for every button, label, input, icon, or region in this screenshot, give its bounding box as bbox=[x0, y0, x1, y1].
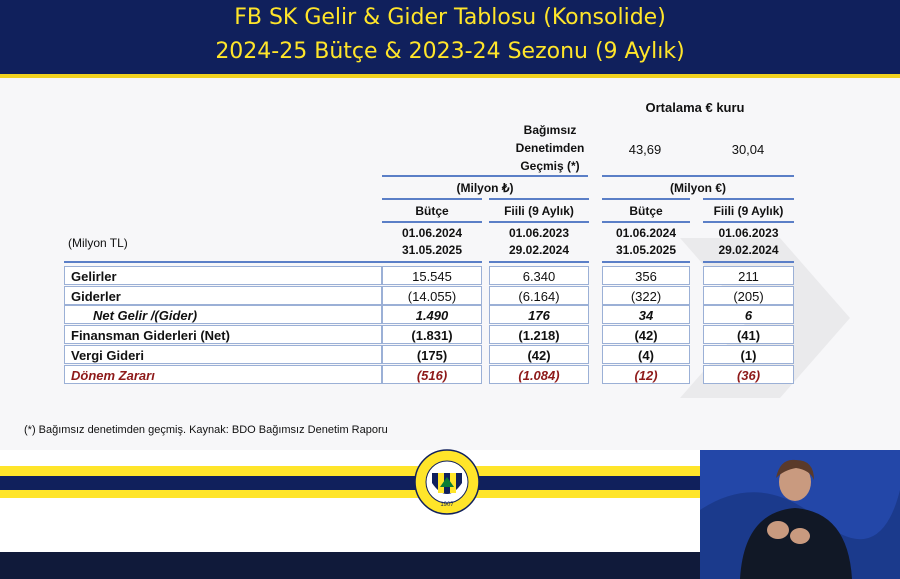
col-type-1: Bütçe bbox=[415, 204, 449, 218]
row-label: Dönem Zararı bbox=[64, 365, 382, 384]
table-cell: (36) bbox=[703, 365, 794, 384]
group-line-tl bbox=[382, 175, 588, 177]
sign-language-interpreter-video bbox=[700, 450, 900, 579]
audited-note bbox=[500, 121, 600, 175]
unit-eur-header: (Milyon €) bbox=[670, 181, 726, 195]
table-cell: (6.164) bbox=[489, 286, 589, 305]
col-line-7 bbox=[602, 221, 690, 223]
table-cell: 1.490 bbox=[382, 305, 482, 324]
col-line-12 bbox=[703, 261, 794, 263]
col-end-2: 29.02.2024 bbox=[508, 243, 570, 257]
title-line-2: 2024-25 Bütçe & 2023-24 Sezonu (9 Aylık) bbox=[215, 39, 685, 64]
col-line-2 bbox=[489, 198, 589, 200]
audited-note-line-1: Bağımsız bbox=[523, 123, 577, 137]
table-cell: (12) bbox=[602, 365, 690, 384]
table-cell: (175) bbox=[382, 345, 482, 364]
col-start-4: 01.06.2023 bbox=[718, 226, 779, 240]
audited-note-line-2: Denetimden bbox=[515, 141, 585, 155]
col-line-3 bbox=[602, 198, 690, 200]
logo-year: 1907 bbox=[440, 502, 454, 508]
rate-value-budget: 43,69 bbox=[628, 142, 662, 157]
table-cell: (42) bbox=[602, 325, 690, 344]
interpreter-figure-icon bbox=[700, 450, 900, 579]
col-type-2: Fiili (9 Aylık) bbox=[504, 204, 574, 218]
unit-tl-header: (Milyon ₺) bbox=[456, 181, 514, 195]
table-cell: (14.055) bbox=[382, 286, 482, 305]
fenerbahce-logo-icon bbox=[414, 449, 480, 515]
col-line-6 bbox=[489, 221, 589, 223]
row-label: Finansman Giderleri (Net) bbox=[64, 325, 382, 344]
label-line bbox=[64, 261, 382, 263]
table-cell: 176 bbox=[489, 305, 589, 324]
units-label: (Milyon TL) bbox=[68, 236, 128, 250]
table-cell: 6 bbox=[703, 305, 794, 324]
title-line-1: FB SK Gelir & Gider Tablosu (Konsolide) bbox=[234, 5, 666, 30]
row-label: Vergi Gideri bbox=[64, 345, 382, 364]
col-end-3: 31.05.2025 bbox=[615, 243, 677, 257]
table-cell: (1) bbox=[703, 345, 794, 364]
table-cell: (42) bbox=[489, 345, 589, 364]
table-cell: 356 bbox=[602, 266, 690, 285]
table-cell: 211 bbox=[703, 266, 794, 285]
table-cell: 15.545 bbox=[382, 266, 482, 285]
col-end-1: 31.05.2025 bbox=[401, 243, 463, 257]
col-line-1 bbox=[382, 198, 482, 200]
avg-rate-heading: Ortalama € kuru bbox=[645, 100, 745, 115]
table-cell: (41) bbox=[703, 325, 794, 344]
table-cell: (205) bbox=[703, 286, 794, 305]
footnote: (*) Bağımsız denetimden geçmiş. Kaynak: BDO Bağımsız Denetim Raporu bbox=[24, 424, 388, 436]
col-line-5 bbox=[382, 221, 482, 223]
title-banner bbox=[0, 0, 900, 74]
table-cell: 34 bbox=[602, 305, 690, 324]
group-line-eur bbox=[602, 175, 794, 177]
col-start-2: 01.06.2023 bbox=[508, 226, 570, 240]
row-label: Giderler bbox=[64, 286, 382, 305]
col-line-8 bbox=[703, 221, 794, 223]
table-cell: (516) bbox=[382, 365, 482, 384]
table-cell: (1.831) bbox=[382, 325, 482, 344]
row-label: Net Gelir /(Gider) bbox=[64, 305, 382, 324]
table-cell: 6.340 bbox=[489, 266, 589, 285]
table-cell: (1.218) bbox=[489, 325, 589, 344]
col-start-3: 01.06.2024 bbox=[615, 226, 677, 240]
rate-value-actual: 30,04 bbox=[731, 142, 765, 157]
table-cell: (4) bbox=[602, 345, 690, 364]
table-cell: (322) bbox=[602, 286, 690, 305]
col-line-4 bbox=[703, 198, 794, 200]
audited-note-line-3: Geçmiş (*) bbox=[520, 159, 580, 173]
slide-body bbox=[0, 78, 900, 450]
col-line-10 bbox=[489, 261, 589, 263]
col-line-11 bbox=[602, 261, 690, 263]
col-type-3: Bütçe bbox=[629, 204, 663, 218]
col-end-4: 29.02.2024 bbox=[718, 243, 779, 257]
col-start-1: 01.06.2024 bbox=[401, 226, 463, 240]
col-type-4: Fiili (9 Aylık) bbox=[713, 204, 784, 218]
col-period-4 bbox=[703, 225, 794, 259]
table-cell: (1.084) bbox=[489, 365, 589, 384]
row-label: Gelirler bbox=[64, 266, 382, 285]
col-period-1 bbox=[382, 225, 482, 259]
col-line-9 bbox=[382, 261, 482, 263]
col-period-2 bbox=[489, 225, 589, 259]
col-period-3 bbox=[602, 225, 690, 259]
